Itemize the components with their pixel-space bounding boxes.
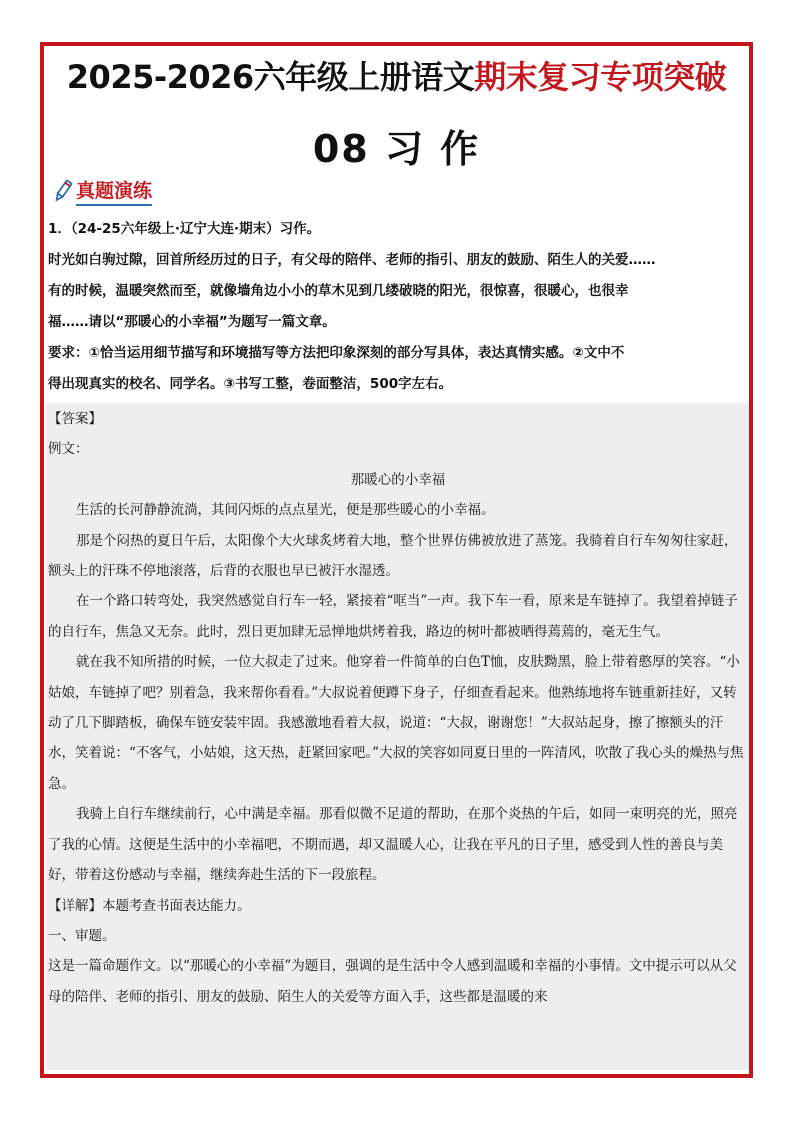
- question-line: 福……请以“那暖心的小幸福”为题写一篇文章。: [48, 314, 336, 330]
- page-title: [44, 52, 749, 98]
- analysis-tag: 【详解】本题考查书面表达能力。: [48, 897, 251, 914]
- pencil-icon: [52, 178, 74, 204]
- answer-tag: 【答案】: [48, 411, 102, 427]
- essay-paragraph: 那是个闷热的夏日午后，太阳像个大火球炙烤着大地，整个世界仿佛被放进了蒸笼。我骑着自行车匆匆往家赶，额头上的汗珠不停地滚落，后背的衣服也早已被汗水湿透。: [48, 532, 738, 580]
- question-line: 有的时候，温暖突然而至，就像墙角边小小的草木见到几缕破晓的阳光，很惊喜，很暖心，也很幸: [48, 283, 629, 299]
- answer-intro: 例文：: [48, 441, 89, 458]
- section-label: 真题演练: [76, 176, 152, 206]
- title-grade-text: 2025-2026六年级上册语文: [66, 58, 475, 96]
- question-line: 时光如白驹过隙，回首所经历过的日子，有父母的陪伴、老师的指引、朋友的鼓励、陌生人的关爱……: [48, 252, 656, 268]
- essay-title: 那暖心的小幸福: [350, 471, 446, 488]
- title-highlight-text: 期末复习专项突破: [474, 58, 727, 96]
- essay-paragraph: 就在我不知所措的时候，一位大叔走了过来。他穿着一件简单的白色T恤，皮肤黝黑，脸上带着憨厚的笑容。“小姑娘，车链掉了吧？别着急，我来帮你看看。”大叔说着便蹲下身子，仔细查看起来。他熟练地将车链重新挂好，又转动了几下脚踏板，确保车链安装牢固。我感激地看着大叔，说道：“大叔，谢谢您！”大叔站起身，擦了擦额头的汗水，笑着说：“不客气，小姑娘，这天热，赶紧回家吧。”大叔的笑容如同夏日里的一阵清风，吹散了我心头的燥热与焦急。: [48, 654, 744, 792]
- section-header: [52, 176, 152, 206]
- essay-paragraph: 在一个路口转弯处，我突然感觉自行车一轻，紧接着“哐当”一声。我下车一看，原来是车链掉了。我望着掉链子的自行车，焦急又无奈。此时，烈日更加肆无忌惮地烘烤着我，路边的树叶都被晒得蔫蔫的，毫无生气。: [48, 593, 738, 640]
- essay-paragraph: 我骑上自行车继续前行，心中满是幸福。那看似微不足道的帮助，在那个炎热的午后，如同一束明亮的光，照亮了我的心情。这便是生活中的小幸福吧，不期而遇，却又温暖人心，让我在平凡的日子里，感受到人性的善良与美好，带着这份感动与幸福，继续奔赴生活的下一段旅程。: [48, 806, 738, 884]
- page-subtitle: 08 习 作: [312, 127, 481, 171]
- analysis-text: 这是一篇命题作文。以“那暖心的小幸福”为题目，强调的是生活中令人感到温暖和幸福的小事情。文中提示可以从父母的陪伴、老师的指引、朋友的鼓励、陌生人的关爱等方面入手，这些都是温暖的来: [48, 958, 737, 1005]
- question-requirement: 得出现真实的校名、同学名。③书写工整，卷面整洁，500字左右。: [48, 376, 453, 392]
- essay-paragraph: 生活的长河静静流淌，其间闪烁的点点星光，便是那些暖心的小幸福。: [76, 502, 495, 519]
- question-requirement: 要求：①恰当运用细节描写和环境描写等方法把印象深刻的部分写具体，表达真情实感。②文中不: [48, 345, 625, 361]
- question-line: 1．（24-25六年级上·辽宁大连·期末）习作。: [48, 221, 321, 237]
- analysis-step: 一、审题。: [48, 927, 116, 944]
- answer-block: [48, 404, 748, 1012]
